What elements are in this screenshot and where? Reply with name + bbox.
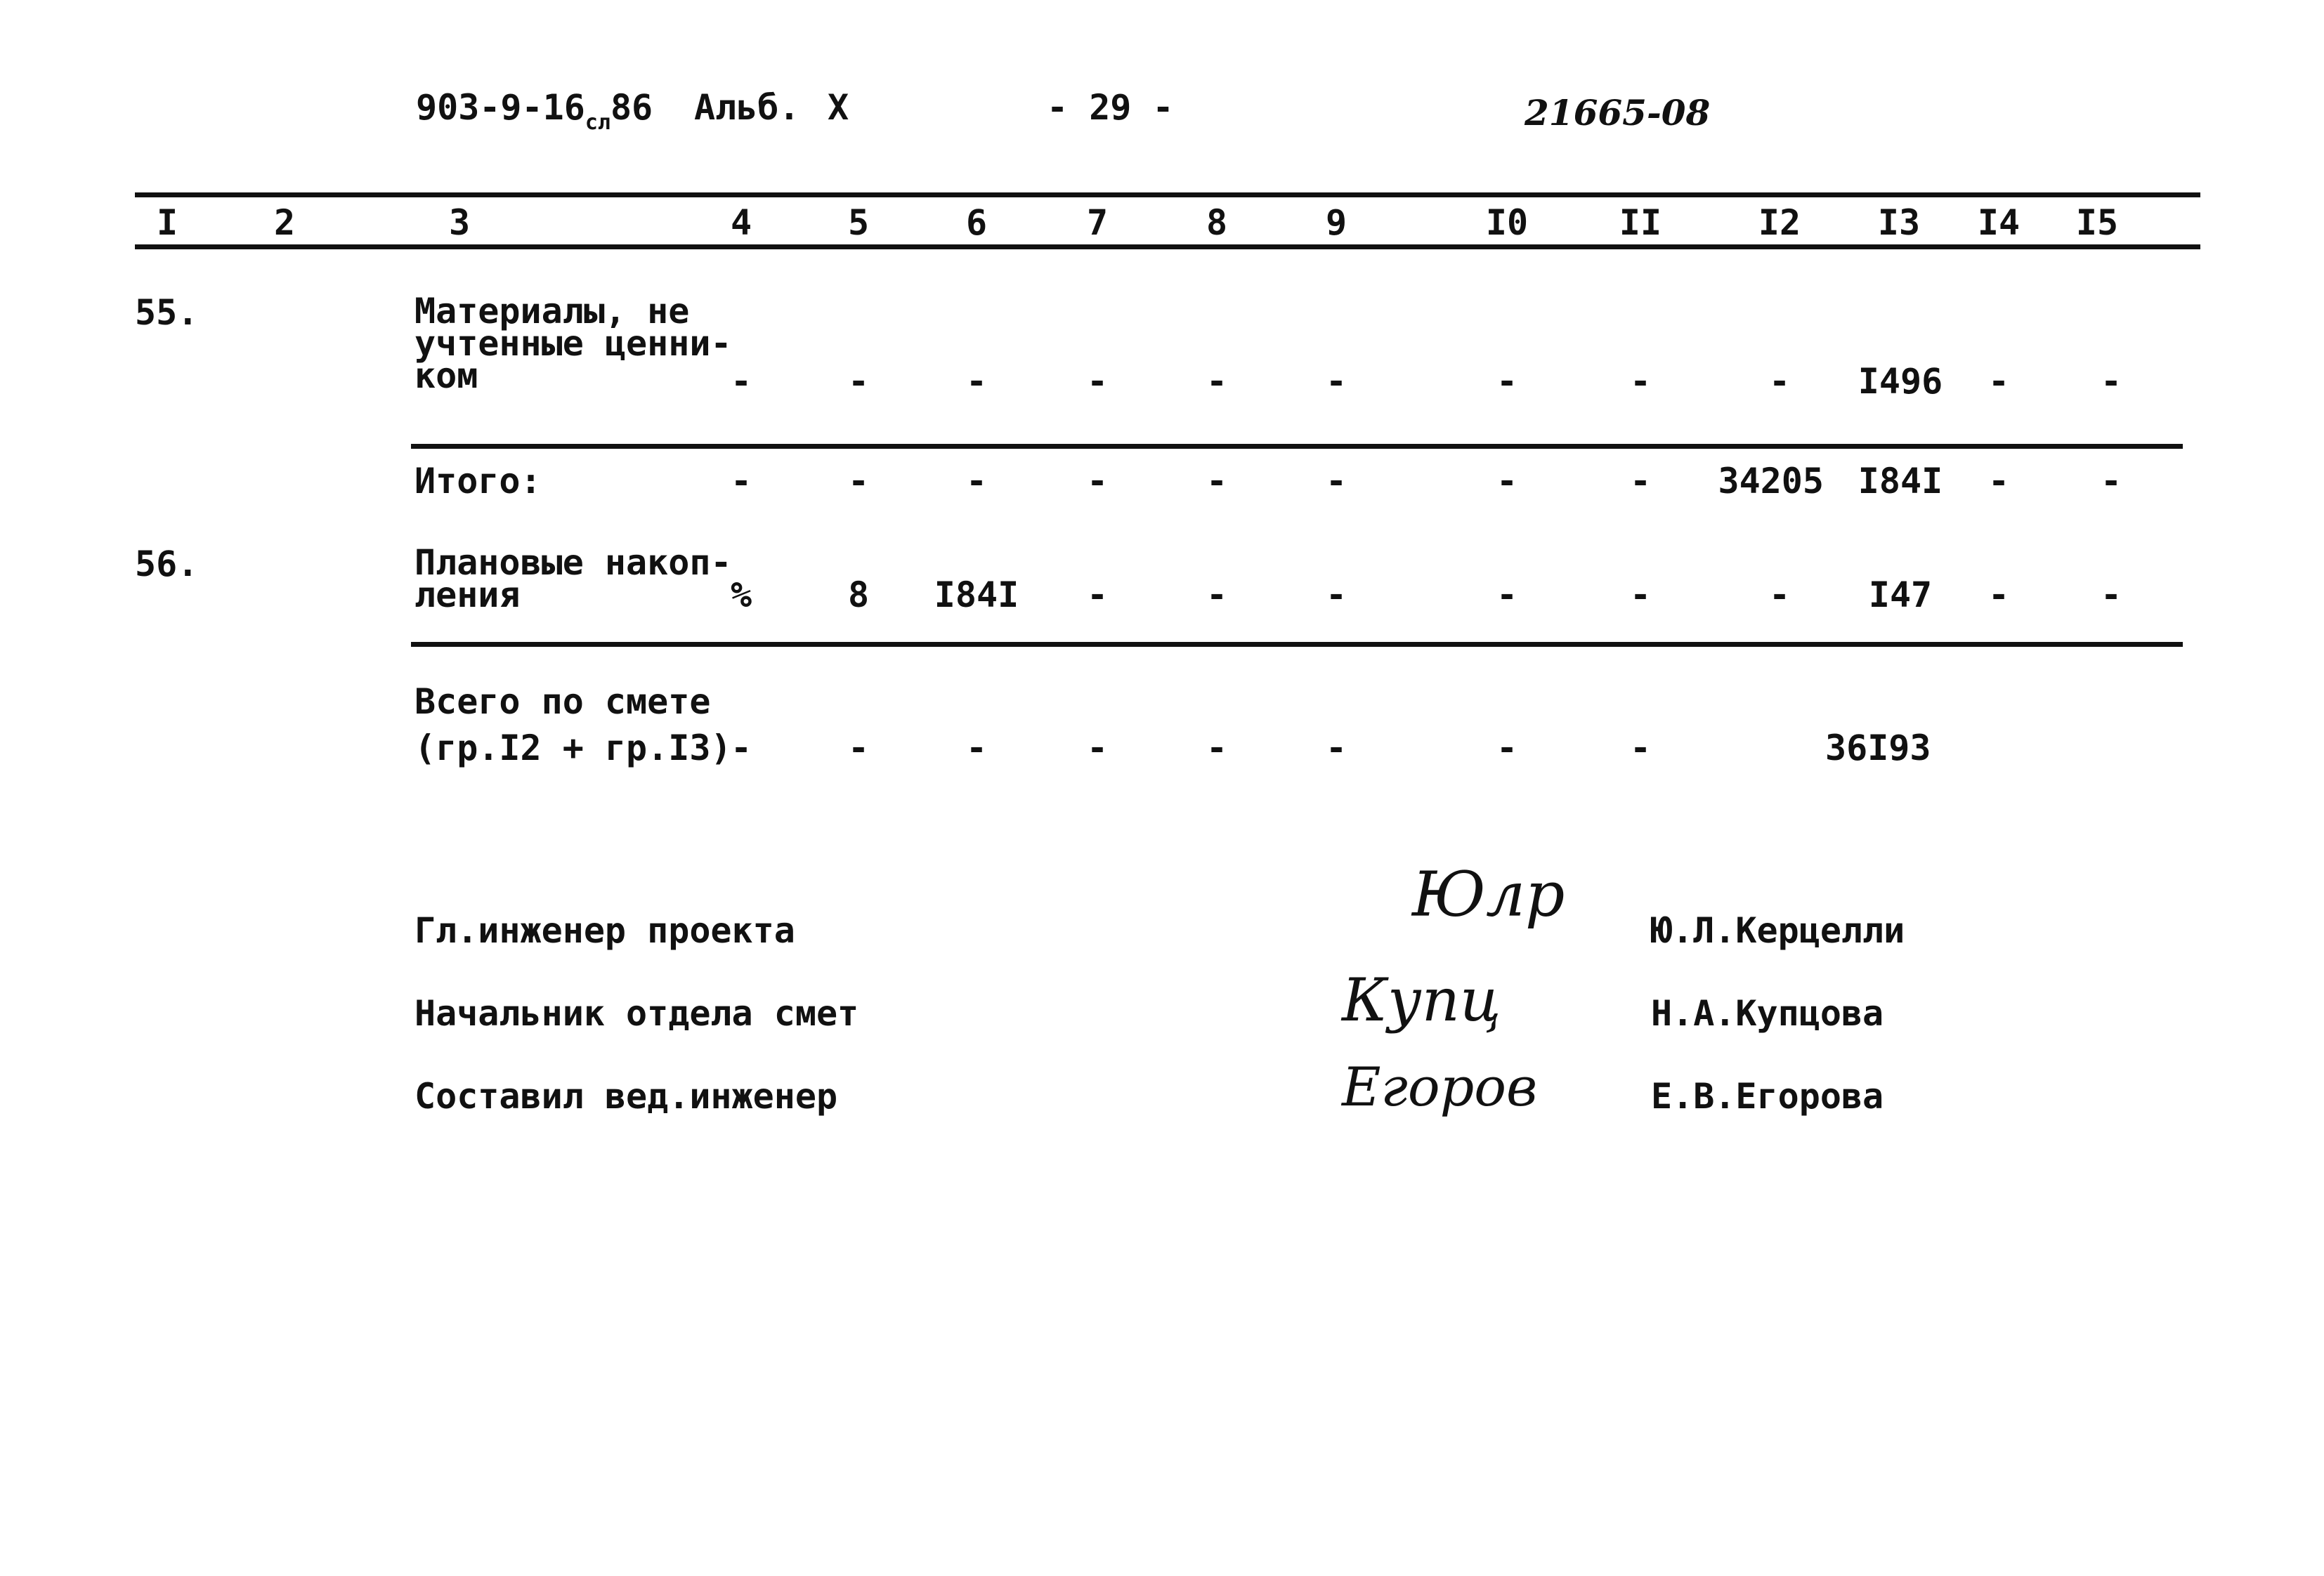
signatory-name: Ю.Л.Керцелли xyxy=(1651,910,1905,951)
col-header-7: 7 xyxy=(1086,202,1109,243)
handwritten-signature: Купц xyxy=(1342,966,1501,1035)
doc-code-year: 86 xyxy=(610,87,653,128)
col-header-9: 9 xyxy=(1325,202,1347,243)
inventory-number: 21665-08 xyxy=(1525,92,1711,133)
row-label-line: учтенные ценни- xyxy=(414,323,732,364)
cell-col5: 8 xyxy=(847,574,870,615)
row-label-line: (гр.I2 + гр.I3) xyxy=(414,728,732,768)
cell-col14: - xyxy=(1987,574,2010,615)
col-header-6: 6 xyxy=(965,202,988,243)
col-header-2: 2 xyxy=(273,202,296,243)
cell-col12: - xyxy=(1768,574,1791,615)
row-number: 56. xyxy=(135,544,199,584)
row-label-line: ления xyxy=(414,574,521,615)
col-header-5: 5 xyxy=(847,202,870,243)
cell-col9: - xyxy=(1325,461,1347,501)
signatory-role: Составил вед.инженер xyxy=(414,1076,838,1117)
row-label xyxy=(414,291,732,396)
cell-col5: - xyxy=(847,361,870,402)
col-header-3: 3 xyxy=(448,202,471,243)
row-label-line: Плановые накоп- xyxy=(414,542,732,583)
cell-col12: - xyxy=(1768,361,1791,402)
cell-col13: I84I xyxy=(1858,461,1943,501)
handwritten-signature: Юлр xyxy=(1412,858,1565,931)
cell-col15: - xyxy=(2100,361,2122,402)
page-number: - 29 - xyxy=(1047,87,1174,128)
cell-col14: - xyxy=(1987,461,2010,501)
cell-col10: - xyxy=(1496,361,1518,402)
row-label-line: ком xyxy=(414,355,478,396)
signatory-name: Н.А.Купцова xyxy=(1651,993,1884,1034)
cell-col11: - xyxy=(1629,361,1652,402)
cell-col9: - xyxy=(1325,361,1347,402)
handwritten-signature: Егоров xyxy=(1342,1056,1538,1118)
cell-col15: - xyxy=(2100,574,2122,615)
header-top-rule xyxy=(135,192,2200,197)
row-label xyxy=(414,678,732,771)
signatory-role: Начальник отдела смет xyxy=(414,993,859,1034)
cell-col13: I496 xyxy=(1858,361,1943,402)
signatory-role: Гл.инженер проекта xyxy=(414,910,795,951)
cell-col7: - xyxy=(1086,461,1109,501)
cell-col8: - xyxy=(1206,461,1228,501)
cell-col4: % xyxy=(730,574,752,615)
row-label-line: Материалы, не xyxy=(414,291,690,331)
cell-col7: - xyxy=(1086,361,1109,402)
cell-col6: - xyxy=(965,728,988,768)
total-rule xyxy=(411,642,2183,647)
cell-col14: - xyxy=(1987,361,2010,402)
cell-col7: - xyxy=(1086,728,1109,768)
col-header-8: 8 xyxy=(1206,202,1228,243)
cell-col8: - xyxy=(1206,361,1228,402)
cell-col6: - xyxy=(965,461,988,501)
album-label: Альб. xyxy=(694,87,800,128)
cell-col13: I47 xyxy=(1868,574,1933,615)
row-number: 55. xyxy=(135,292,199,333)
cell-col4: - xyxy=(730,361,752,402)
doc-code-sub: сл xyxy=(585,110,611,135)
col-header-12: I2 xyxy=(1758,202,1801,243)
cell-col10: - xyxy=(1496,461,1518,501)
doc-code xyxy=(416,87,653,135)
col-header-4: 4 xyxy=(730,202,752,243)
cell-col8: - xyxy=(1206,574,1228,615)
grand-total-value: 36I93 xyxy=(1825,728,1931,768)
cell-col15: - xyxy=(2100,461,2122,501)
cell-col5: - xyxy=(847,461,870,501)
cell-col8: - xyxy=(1206,728,1228,768)
col-header-10: I0 xyxy=(1485,202,1529,243)
cell-col10: - xyxy=(1496,728,1518,768)
cell-col12: 34205 xyxy=(1718,461,1824,501)
cell-col11: - xyxy=(1629,728,1652,768)
cell-col4: - xyxy=(730,461,752,501)
cell-col4: - xyxy=(730,728,752,768)
col-header-1: I xyxy=(156,202,178,243)
cell-col6: - xyxy=(965,361,988,402)
row-label: Итого: xyxy=(414,461,542,501)
signatory-name: Е.В.Егорова xyxy=(1651,1076,1884,1117)
col-header-15: I5 xyxy=(2075,202,2119,243)
cell-col11: - xyxy=(1629,461,1652,501)
cell-col9: - xyxy=(1325,728,1347,768)
cell-col10: - xyxy=(1496,574,1518,615)
row-label xyxy=(414,542,732,615)
cell-col6: I84I xyxy=(934,574,1019,615)
col-header-11: II xyxy=(1619,202,1662,243)
cell-col11: - xyxy=(1629,574,1652,615)
subtotal-rule xyxy=(411,444,2183,449)
album-number: X xyxy=(828,87,849,128)
cell-col5: - xyxy=(847,728,870,768)
cell-col9: - xyxy=(1325,574,1347,615)
header-bottom-rule xyxy=(135,244,2200,249)
col-header-14: I4 xyxy=(1977,202,2021,243)
row-label-line: Всего по смете xyxy=(414,681,711,722)
col-header-13: I3 xyxy=(1877,202,1921,243)
cell-col7: - xyxy=(1086,574,1109,615)
doc-code-main: 903-9-16 xyxy=(416,87,585,128)
